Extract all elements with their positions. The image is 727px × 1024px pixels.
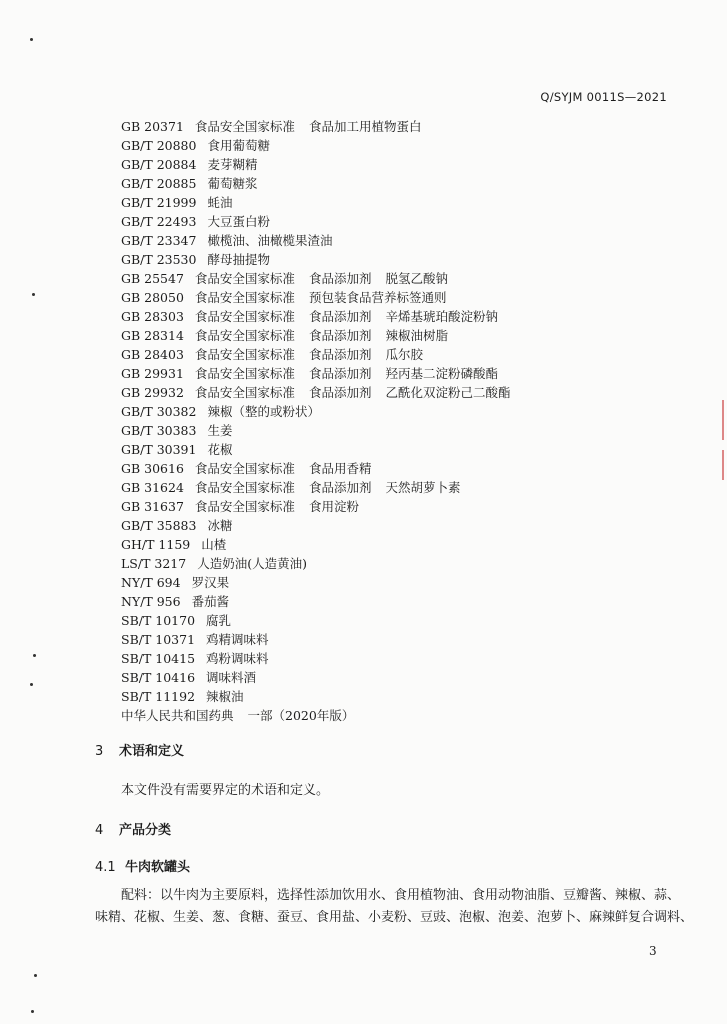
- reference-code: GB 29932: [121, 385, 184, 400]
- normative-references-list: [121, 117, 510, 725]
- ingredients-line-1: 配料：以牛肉为主要原料，选择性添加饮用水、食用植物油、食用动物油脂、豆瓣酱、辣椒、蒜、: [121, 888, 681, 903]
- reference-title-part: 天然胡萝卜素: [385, 480, 461, 495]
- reference-item: [121, 554, 510, 573]
- reference-title-part: 脱氢乙酸钠: [385, 271, 448, 286]
- reference-item: [121, 402, 510, 421]
- reference-code: GB 31624: [121, 480, 184, 495]
- reference-code: GB/T 21999: [121, 195, 197, 210]
- reference-item: [121, 288, 510, 307]
- reference-title-part: 食品添加剂: [308, 347, 372, 362]
- reference-title-part: 食品添加剂: [308, 271, 372, 286]
- reference-title-part: 食品安全国家标准: [194, 119, 295, 134]
- reference-code: SB/T 10371: [121, 632, 196, 647]
- reference-item: [121, 174, 510, 193]
- reference-title-part: 食品安全国家标准: [194, 328, 295, 343]
- reference-title-part: 辛烯基琥珀酸淀粉钠: [385, 309, 498, 324]
- scan-speck: [31, 1010, 34, 1013]
- reference-code: GB/T 35883: [121, 518, 197, 533]
- reference-code: SB/T 11192: [121, 689, 196, 704]
- reference-title-part: 鸡粉调味料: [206, 651, 269, 666]
- reference-title-part: 罗汉果: [191, 575, 230, 590]
- reference-title-part: 酵母抽提物: [207, 252, 270, 267]
- reference-code: GB 28050: [121, 290, 184, 305]
- reference-item: [121, 611, 510, 630]
- reference-title-part: 食品用香精: [308, 461, 372, 476]
- reference-code: SB/T 10416: [121, 670, 196, 685]
- reference-title-part: 花椒: [207, 442, 233, 457]
- reference-item: [121, 687, 510, 706]
- reference-code: GB 28403: [121, 347, 184, 362]
- reference-code: LS/T 3217: [121, 556, 187, 571]
- scan-speck: [33, 654, 36, 657]
- reference-item: [121, 516, 510, 535]
- reference-title-part: 食品安全国家标准: [194, 366, 295, 381]
- reference-item: [121, 630, 510, 649]
- reference-code: GB 25547: [121, 271, 184, 286]
- reference-title-part: 辣椒（整的或粉状）: [207, 404, 320, 419]
- section-4-1-heading: [95, 856, 190, 875]
- reference-title-part: 冰糖: [207, 518, 233, 533]
- reference-title-part: 食品安全国家标准: [194, 480, 295, 495]
- reference-item: [121, 345, 510, 364]
- reference-code: GB/T 20884: [121, 157, 197, 172]
- reference-title-part: 食品安全国家标准: [194, 271, 295, 286]
- reference-code: GB/T 23530: [121, 252, 197, 267]
- reference-title-part: 调味料酒: [206, 670, 257, 685]
- section-title: 术语和定义: [119, 744, 185, 759]
- reference-item: [121, 497, 510, 516]
- section-number: 4: [95, 823, 104, 838]
- page-number: 3: [649, 944, 657, 958]
- reference-title-part: 食用淀粉: [308, 499, 359, 514]
- section-title: 产品分类: [119, 823, 172, 838]
- reference-title-part: 预包装食品营养标签通则: [308, 290, 447, 305]
- reference-title-part: 一部（2020年版）: [247, 708, 355, 723]
- reference-title-part: 中华人民共和国药典: [121, 708, 234, 723]
- section-number: 3: [95, 744, 104, 759]
- reference-code: SB/T 10415: [121, 651, 196, 666]
- reference-title-part: 腐乳: [206, 613, 232, 628]
- reference-code: GB 29931: [121, 366, 184, 381]
- reference-title-part: 蚝油: [207, 195, 233, 210]
- ingredients-line-2: 味精、花椒、生姜、葱、食糖、蚕豆、食用盐、小麦粉、豆豉、泡椒、泡姜、泡萝卜、麻辣鲜复合调料、: [95, 910, 694, 925]
- reference-item: [121, 326, 510, 345]
- reference-title-part: 羟丙基二淀粉磷酸酯: [385, 366, 498, 381]
- reference-title-part: 乙酰化双淀粉己二酸酯: [385, 385, 511, 400]
- reference-title-part: 食品添加剂: [308, 366, 372, 381]
- reference-item: [121, 573, 510, 592]
- reference-item: [121, 421, 510, 440]
- reference-code: GB 28303: [121, 309, 184, 324]
- reference-title-part: 食品添加剂: [308, 385, 372, 400]
- reference-title-part: 食品添加剂: [308, 309, 372, 324]
- section-3-body: 本文件没有需要界定的术语和定义。: [121, 783, 330, 798]
- reference-item: [121, 250, 510, 269]
- reference-title-part: 生姜: [207, 423, 233, 438]
- reference-title-part: 瓜尔胶: [385, 347, 423, 362]
- reference-title-part: 食品添加剂: [308, 328, 372, 343]
- reference-item: [121, 136, 510, 155]
- reference-title-part: 麦芽糊精: [207, 157, 258, 172]
- reference-title-part: 食品安全国家标准: [194, 290, 295, 305]
- reference-title-part: 番茄酱: [191, 594, 230, 609]
- scan-speck: [32, 293, 35, 296]
- reference-code: NY/T 956: [121, 594, 181, 609]
- reference-title-part: 大豆蛋白粉: [207, 214, 270, 229]
- scan-speck: [30, 38, 33, 41]
- reference-code: GB/T 23347: [121, 233, 197, 248]
- reference-code: GB/T 30391: [121, 442, 197, 457]
- reference-title-part: 橄榄油、油橄榄果渣油: [207, 233, 333, 248]
- section-number: 4.1: [95, 860, 116, 875]
- reference-item: [121, 668, 510, 687]
- reference-code: GB 31637: [121, 499, 184, 514]
- reference-item: [121, 535, 510, 554]
- reference-item: [121, 364, 510, 383]
- reference-title-part: 食品安全国家标准: [194, 385, 295, 400]
- reference-item: [121, 193, 510, 212]
- reference-item: [121, 155, 510, 174]
- reference-code: GB 28314: [121, 328, 184, 343]
- reference-title-part: 辣椒油树脂: [385, 328, 448, 343]
- scan-edge-mark: [722, 400, 724, 440]
- reference-code: GB/T 30383: [121, 423, 197, 438]
- scan-edge-mark: [722, 450, 724, 480]
- scan-speck: [30, 683, 33, 686]
- reference-title-part: 食品安全国家标准: [194, 347, 295, 362]
- reference-item: [121, 459, 510, 478]
- section-4-heading: [95, 819, 171, 838]
- reference-code: SB/T 10170: [121, 613, 196, 628]
- section-3-heading: [95, 740, 184, 759]
- reference-code: GB/T 22493: [121, 214, 197, 229]
- reference-title-part: 食品添加剂: [308, 480, 372, 495]
- reference-item: [121, 269, 510, 288]
- reference-code: NY/T 694: [121, 575, 181, 590]
- reference-title-part: 辣椒油: [206, 689, 244, 704]
- reference-code: GB/T 30382: [121, 404, 197, 419]
- reference-title-part: 食品安全国家标准: [194, 461, 295, 476]
- reference-item: [121, 307, 510, 326]
- reference-item: [121, 383, 510, 402]
- reference-code: GB/T 20880: [121, 138, 197, 153]
- reference-title-part: 鸡精调味料: [206, 632, 269, 647]
- reference-item: [121, 212, 510, 231]
- reference-item: [121, 706, 510, 725]
- document-code: Q/SYJM 0011S—2021: [540, 90, 667, 104]
- reference-title-part: 人造奶油(人造黄油): [197, 556, 307, 571]
- reference-code: GH/T 1159: [121, 537, 191, 552]
- reference-item: [121, 649, 510, 668]
- reference-item: [121, 592, 510, 611]
- reference-code: GB 20371: [121, 119, 184, 134]
- reference-item: [121, 478, 510, 497]
- section-title: 牛肉软罐头: [125, 860, 191, 875]
- reference-item: [121, 440, 510, 459]
- reference-code: GB 30616: [121, 461, 184, 476]
- reference-title-part: 食用葡萄糖: [207, 138, 270, 153]
- reference-code: GB/T 20885: [121, 176, 197, 191]
- reference-item: [121, 231, 510, 250]
- reference-title-part: 食品加工用植物蛋白: [308, 119, 422, 134]
- reference-title-part: 食品安全国家标准: [194, 309, 295, 324]
- scan-speck: [34, 974, 37, 977]
- reference-title-part: 葡萄糖浆: [207, 176, 258, 191]
- reference-title-part: 山楂: [201, 537, 227, 552]
- reference-title-part: 食品安全国家标准: [194, 499, 295, 514]
- reference-item: [121, 117, 510, 136]
